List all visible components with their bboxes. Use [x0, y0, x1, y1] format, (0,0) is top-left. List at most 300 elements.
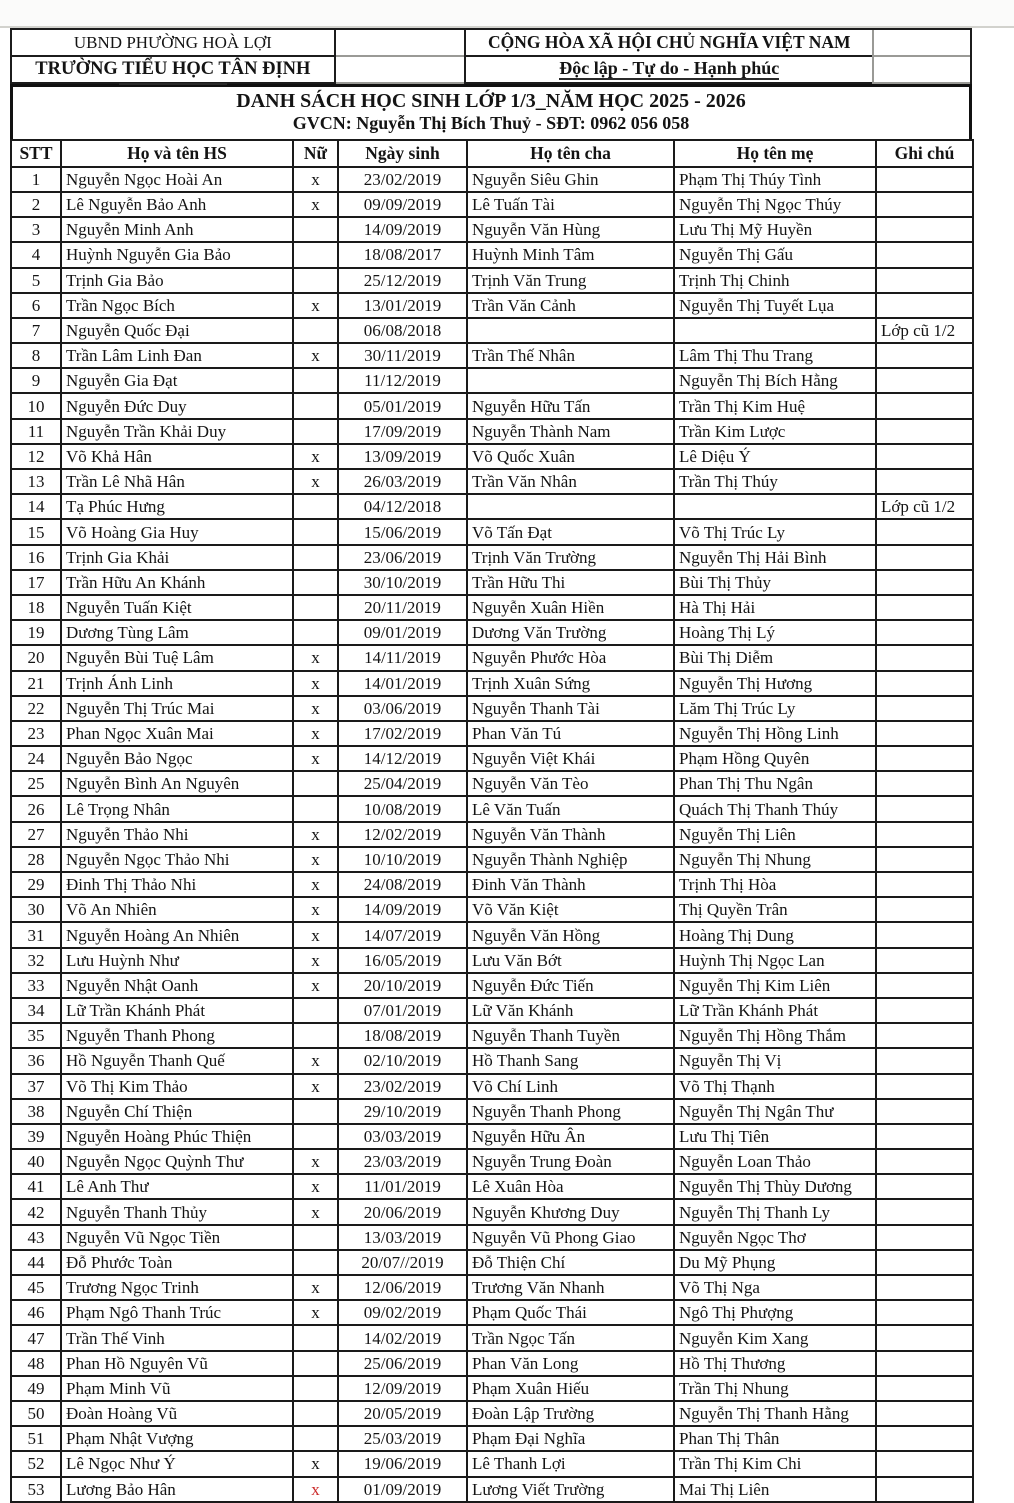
cell-female-mark	[293, 796, 338, 821]
table-row	[11, 1074, 973, 1099]
cell-student-name: Nguyễn Chí Thiện	[61, 1099, 293, 1124]
cell-birth-date: 17/02/2019	[338, 721, 467, 746]
cell-note	[876, 1124, 973, 1149]
cell-father-name: Nguyễn Văn Tèo	[467, 771, 674, 796]
cell-female-mark	[293, 217, 338, 242]
cell-female-mark	[293, 519, 338, 544]
cell-father-name: Phạm Quốc Thái	[467, 1300, 674, 1325]
cell-female-mark: x	[293, 1149, 338, 1174]
cell-female-mark: x	[293, 847, 338, 872]
cell-student-name: Nguyễn Ngọc Thảo Nhi	[61, 847, 293, 872]
cell-mother-name: Nguyễn Thị Ngọc Thúy	[674, 192, 876, 217]
cell-note	[876, 444, 973, 469]
table-row	[11, 1401, 973, 1426]
cell-stt: 52	[11, 1451, 61, 1476]
cell-father-name: Đinh Văn Thành	[467, 872, 674, 897]
cell-father-name: Phạm Đại Nghĩa	[467, 1426, 674, 1451]
table-row	[11, 469, 973, 494]
cell-note	[876, 217, 973, 242]
cell-female-mark	[293, 1124, 338, 1149]
cell-female-mark	[293, 1426, 338, 1451]
cell-note	[876, 1401, 973, 1426]
school-name-rule	[119, 83, 227, 85]
cell-stt: 43	[11, 1225, 61, 1250]
cell-birth-date: 13/09/2019	[338, 444, 467, 469]
cell-note	[876, 671, 973, 696]
cell-note	[876, 645, 973, 670]
cell-female-mark: x	[293, 872, 338, 897]
cell-note	[876, 469, 973, 494]
cell-note	[876, 519, 973, 544]
cell-student-name: Dương Tùng Lâm	[61, 620, 293, 645]
cell-student-name: Nguyễn Thanh Thủy	[61, 1199, 293, 1224]
table-row	[11, 318, 973, 343]
cell-mother-name: Thị Quyền Trân	[674, 897, 876, 922]
cell-note	[876, 721, 973, 746]
scan-top-margin	[0, 0, 1014, 28]
cell-student-name: Lê Anh Thư	[61, 1174, 293, 1199]
cell-female-mark	[293, 242, 338, 267]
cell-father-name: Võ Văn Kiệt	[467, 897, 674, 922]
cell-stt: 48	[11, 1351, 61, 1376]
cell-mother-name: Lâm Thị Thu Trang	[674, 343, 876, 368]
cell-mother-name: Trần Thị Kim Chi	[674, 1451, 876, 1476]
cell-mother-name: Bùi Thị Thủy	[674, 570, 876, 595]
table-row	[11, 973, 973, 998]
cell-birth-date: 20/06/2019	[338, 1199, 467, 1224]
cell-father-name: Võ Tấn Đạt	[467, 519, 674, 544]
cell-birth-date: 06/08/2018	[338, 318, 467, 343]
table-row	[11, 696, 973, 721]
cell-birth-date: 03/06/2019	[338, 696, 467, 721]
table-row	[11, 822, 973, 847]
cell-birth-date: 20/10/2019	[338, 973, 467, 998]
cell-female-mark	[293, 368, 338, 393]
cell-female-mark: x	[293, 645, 338, 670]
cell-female-mark	[293, 1250, 338, 1275]
col-header-name: Họ và tên HS	[61, 140, 293, 167]
cell-student-name: Phạm Minh Vũ	[61, 1376, 293, 1401]
cell-father-name: Trịnh Văn Trung	[467, 268, 674, 293]
cell-stt: 49	[11, 1376, 61, 1401]
cell-father-name: Lê Thanh Lợi	[467, 1451, 674, 1476]
cell-birth-date: 20/05/2019	[338, 1401, 467, 1426]
cell-father-name: Nguyễn Hữu Tấn	[467, 393, 674, 418]
cell-stt: 4	[11, 242, 61, 267]
cell-stt: 38	[11, 1099, 61, 1124]
cell-stt: 25	[11, 771, 61, 796]
cell-birth-date: 13/01/2019	[338, 293, 467, 318]
cell-birth-date: 29/10/2019	[338, 1099, 467, 1124]
cell-female-mark: x	[293, 922, 338, 947]
cell-student-name: Nguyễn Quốc Đại	[61, 318, 293, 343]
cell-stt: 17	[11, 570, 61, 595]
cell-father-name: Trần Văn Nhân	[467, 469, 674, 494]
cell-birth-date: 18/08/2019	[338, 1023, 467, 1048]
cell-mother-name: Nguyễn Thị Ngân Thư	[674, 1099, 876, 1124]
cell-student-name: Nguyễn Ngọc Hoài An	[61, 167, 293, 192]
cell-father-name: Nguyễn Khương Duy	[467, 1199, 674, 1224]
cell-stt: 34	[11, 998, 61, 1023]
cell-mother-name: Nguyễn Thị Hồng Thắm	[674, 1023, 876, 1048]
cell-father-name: Phan Văn Long	[467, 1351, 674, 1376]
table-row	[11, 847, 973, 872]
cell-mother-name: Nguyễn Thị Tuyết Lụa	[674, 293, 876, 318]
cell-stt: 16	[11, 545, 61, 570]
cell-note	[876, 192, 973, 217]
cell-student-name: Trần Hữu An Khánh	[61, 570, 293, 595]
cell-father-name: Lê Tuấn Tài	[467, 192, 674, 217]
cell-student-name: Trần Lê Nhã Hân	[61, 469, 293, 494]
cell-note	[876, 822, 973, 847]
cell-birth-date: 23/03/2019	[338, 1149, 467, 1174]
table-row	[11, 1199, 973, 1224]
cell-mother-name: Phạm Hồng Quyên	[674, 746, 876, 771]
cell-father-name: Hồ Thanh Sang	[467, 1048, 674, 1073]
cell-student-name: Trương Ngọc Trinh	[61, 1275, 293, 1300]
cell-female-mark	[293, 268, 338, 293]
cell-stt: 7	[11, 318, 61, 343]
cell-mother-name: Trần Kim Lược	[674, 419, 876, 444]
col-header-mother: Họ tên mẹ	[674, 140, 876, 167]
cell-birth-date: 12/06/2019	[338, 1275, 467, 1300]
cell-student-name: Lê Ngọc Như Ý	[61, 1451, 293, 1476]
cell-father-name: Trần Ngọc Tấn	[467, 1325, 674, 1350]
cell-student-name: Nguyễn Bảo Ngọc	[61, 746, 293, 771]
cell-mother-name: Nguyễn Thị Vị	[674, 1048, 876, 1073]
cell-mother-name: Hà Thị Hải	[674, 595, 876, 620]
cell-student-name: Nguyễn Bùi Tuệ Lâm	[61, 645, 293, 670]
table-row	[11, 393, 973, 418]
cell-student-name: Nguyễn Tuấn Kiệt	[61, 595, 293, 620]
cell-birth-date: 13/03/2019	[338, 1225, 467, 1250]
table-row	[11, 167, 973, 192]
cell-stt: 42	[11, 1199, 61, 1224]
cell-student-name: Võ Khả Hân	[61, 444, 293, 469]
cell-female-mark: x	[293, 167, 338, 192]
cell-birth-date: 14/01/2019	[338, 671, 467, 696]
student-roster-table	[10, 139, 974, 1503]
cell-student-name: Nguyễn Hoàng An Nhiên	[61, 922, 293, 947]
cell-stt: 40	[11, 1149, 61, 1174]
cell-student-name: Nguyễn Vũ Ngọc Tiền	[61, 1225, 293, 1250]
cell-stt: 2	[11, 192, 61, 217]
table-row	[11, 948, 973, 973]
cell-mother-name: Nguyễn Loan Thảo	[674, 1149, 876, 1174]
letterhead-spacer-column	[336, 30, 466, 84]
cell-birth-date: 09/02/2019	[338, 1300, 467, 1325]
cell-birth-date: 25/04/2019	[338, 771, 467, 796]
cell-stt: 47	[11, 1325, 61, 1350]
cell-stt: 13	[11, 469, 61, 494]
cell-father-name	[467, 494, 674, 519]
cell-student-name: Lương Bảo Hân	[61, 1477, 293, 1502]
cell-stt: 36	[11, 1048, 61, 1073]
cell-note	[876, 268, 973, 293]
cell-female-mark: x	[293, 293, 338, 318]
cell-father-name: Trần Hữu Thi	[467, 570, 674, 595]
cell-birth-date: 11/01/2019	[338, 1174, 467, 1199]
cell-female-mark: x	[293, 444, 338, 469]
cell-birth-date: 23/02/2019	[338, 1074, 467, 1099]
cell-female-mark: x	[293, 1451, 338, 1476]
table-row	[11, 1300, 973, 1325]
cell-female-mark	[293, 1401, 338, 1426]
cell-birth-date: 12/02/2019	[338, 822, 467, 847]
cell-stt: 19	[11, 620, 61, 645]
cell-mother-name: Võ Thị Trúc Ly	[674, 519, 876, 544]
cell-mother-name: Nguyễn Thị Hương	[674, 671, 876, 696]
cell-birth-date: 14/09/2019	[338, 217, 467, 242]
cell-mother-name: Quách Thị Thanh Thúy	[674, 796, 876, 821]
cell-mother-name: Lưu Thị Tiên	[674, 1124, 876, 1149]
cell-mother-name: Trịnh Thị Hòa	[674, 872, 876, 897]
cell-birth-date: 05/01/2019	[338, 393, 467, 418]
cell-stt: 14	[11, 494, 61, 519]
cell-student-name: Nguyễn Trần Khải Duy	[61, 419, 293, 444]
cell-stt: 28	[11, 847, 61, 872]
cell-stt: 15	[11, 519, 61, 544]
cell-female-mark: x	[293, 1199, 338, 1224]
cell-note	[876, 570, 973, 595]
cell-father-name: Nguyễn Việt Khái	[467, 746, 674, 771]
cell-mother-name: Nguyễn Thị Thanh Hằng	[674, 1401, 876, 1426]
cell-birth-date: 10/10/2019	[338, 847, 467, 872]
cell-note	[876, 1099, 973, 1124]
cell-note	[876, 1426, 973, 1451]
cell-note	[876, 595, 973, 620]
cell-female-mark	[293, 1023, 338, 1048]
cell-student-name: Nguyễn Thanh Phong	[61, 1023, 293, 1048]
cell-female-mark: x	[293, 696, 338, 721]
cell-female-mark: x	[293, 1174, 338, 1199]
cell-stt: 51	[11, 1426, 61, 1451]
table-row	[11, 1174, 973, 1199]
cell-mother-name: Lê Diệu Ý	[674, 444, 876, 469]
cell-mother-name: Nguyễn Thị Thùy Dương	[674, 1174, 876, 1199]
table-row	[11, 1225, 973, 1250]
cell-mother-name: Nguyễn Thị Thanh Ly	[674, 1199, 876, 1224]
cell-birth-date: 16/05/2019	[338, 948, 467, 973]
cell-birth-date: 07/01/2019	[338, 998, 467, 1023]
cell-stt: 37	[11, 1074, 61, 1099]
table-row	[11, 1376, 973, 1401]
cell-mother-name: Nguyễn Ngọc Thơ	[674, 1225, 876, 1250]
cell-birth-date: 04/12/2018	[338, 494, 467, 519]
cell-note	[876, 1325, 973, 1350]
cell-mother-name: Trần Thị Kim Huệ	[674, 393, 876, 418]
cell-student-name: Trịnh Ánh Linh	[61, 671, 293, 696]
cell-father-name: Lê Xuân Hòa	[467, 1174, 674, 1199]
cell-female-mark	[293, 1351, 338, 1376]
cell-note	[876, 545, 973, 570]
cell-note	[876, 948, 973, 973]
cell-birth-date: 14/02/2019	[338, 1325, 467, 1350]
cell-mother-name: Trịnh Thị Chinh	[674, 268, 876, 293]
cell-mother-name: Mai Thị Liên	[674, 1477, 876, 1502]
cell-father-name: Nguyễn Vũ Phong Giao	[467, 1225, 674, 1250]
cell-note	[876, 419, 973, 444]
cell-note	[876, 393, 973, 418]
table-row	[11, 217, 973, 242]
cell-female-mark: x	[293, 746, 338, 771]
cell-note	[876, 1250, 973, 1275]
cell-note	[876, 1199, 973, 1224]
table-row	[11, 570, 973, 595]
cell-student-name: Trịnh Gia Bảo	[61, 268, 293, 293]
cell-birth-date: 19/06/2019	[338, 1451, 467, 1476]
cell-female-mark	[293, 595, 338, 620]
cell-father-name: Nguyễn Thành Nam	[467, 419, 674, 444]
cell-father-name: Võ Quốc Xuân	[467, 444, 674, 469]
cell-mother-name: Nguyễn Kim Xang	[674, 1325, 876, 1350]
cell-mother-name: Ngô Thị Phượng	[674, 1300, 876, 1325]
cell-stt: 29	[11, 872, 61, 897]
student-roster-document	[10, 28, 972, 1503]
col-header-note: Ghi chú	[876, 140, 973, 167]
cell-student-name: Trần Ngọc Bích	[61, 293, 293, 318]
cell-father-name: Nguyễn Thanh Phong	[467, 1099, 674, 1124]
cell-student-name: Nguyễn Bình An Nguyên	[61, 771, 293, 796]
national-motto-line2: Độc lập - Tự do - Hạnh phúc	[466, 57, 872, 84]
table-row	[11, 1023, 973, 1048]
cell-father-name: Trương Văn Nhanh	[467, 1275, 674, 1300]
cell-stt: 32	[11, 948, 61, 973]
cell-female-mark	[293, 419, 338, 444]
table-row	[11, 1099, 973, 1124]
cell-father-name: Lương Viết Trường	[467, 1477, 674, 1502]
cell-stt: 24	[11, 746, 61, 771]
cell-female-mark: x	[293, 1275, 338, 1300]
cell-stt: 1	[11, 167, 61, 192]
cell-stt: 41	[11, 1174, 61, 1199]
cell-mother-name	[674, 318, 876, 343]
cell-father-name: Trịnh Xuân Sứng	[467, 671, 674, 696]
cell-birth-date: 30/11/2019	[338, 343, 467, 368]
cell-mother-name: Nguyễn Thị Hồng Linh	[674, 721, 876, 746]
cell-father-name: Nguyễn Phước Hòa	[467, 645, 674, 670]
cell-student-name: Nguyễn Minh Anh	[61, 217, 293, 242]
cell-father-name: Nguyễn Văn Hồng	[467, 922, 674, 947]
cell-note	[876, 242, 973, 267]
cell-note	[876, 368, 973, 393]
table-row	[11, 343, 973, 368]
cell-female-mark	[293, 570, 338, 595]
table-row	[11, 671, 973, 696]
table-row	[11, 1351, 973, 1376]
cell-father-name: Trần Văn Cảnh	[467, 293, 674, 318]
school-name: TRƯỜNG TIỂU HỌC TÂN ĐỊNH	[12, 57, 334, 84]
cell-stt: 20	[11, 645, 61, 670]
cell-birth-date: 25/12/2019	[338, 268, 467, 293]
cell-father-name: Dương Văn Trường	[467, 620, 674, 645]
col-header-nu: Nữ	[293, 140, 338, 167]
cell-birth-date: 24/08/2019	[338, 872, 467, 897]
cell-note: Lớp cũ 1/2	[876, 494, 973, 519]
cell-birth-date: 14/09/2019	[338, 897, 467, 922]
cell-student-name: Trần Thế Vinh	[61, 1325, 293, 1350]
cell-note	[876, 1048, 973, 1073]
cell-note	[876, 293, 973, 318]
cell-note	[876, 1023, 973, 1048]
cell-note	[876, 1351, 973, 1376]
cell-stt: 45	[11, 1275, 61, 1300]
table-row	[11, 494, 973, 519]
cell-note	[876, 696, 973, 721]
cell-mother-name: Nguyễn Thị Nhung	[674, 847, 876, 872]
cell-father-name: Trịnh Văn Trường	[467, 545, 674, 570]
table-row	[11, 595, 973, 620]
cell-father-name	[467, 368, 674, 393]
cell-female-mark: x	[293, 1300, 338, 1325]
cell-student-name: Hồ Nguyễn Thanh Quế	[61, 1048, 293, 1073]
cell-student-name: Võ Hoàng Gia Huy	[61, 519, 293, 544]
cell-note	[876, 922, 973, 947]
cell-father-name: Lê Văn Tuấn	[467, 796, 674, 821]
cell-mother-name: Lăm Thị Trúc Ly	[674, 696, 876, 721]
cell-birth-date: 15/06/2019	[338, 519, 467, 544]
cell-stt: 11	[11, 419, 61, 444]
cell-father-name: Phạm Xuân Hiếu	[467, 1376, 674, 1401]
cell-birth-date: 25/06/2019	[338, 1351, 467, 1376]
cell-birth-date: 25/03/2019	[338, 1426, 467, 1451]
cell-father-name: Lưu Văn Bớt	[467, 948, 674, 973]
cell-student-name: Huỳnh Nguyễn Gia Bảo	[61, 242, 293, 267]
page-title: DANH SÁCH HỌC SINH LỚP 1/3_NĂM HỌC 2025 - 2026	[236, 90, 746, 112]
cell-birth-date: 26/03/2019	[338, 469, 467, 494]
cell-student-name: Nguyễn Gia Đạt	[61, 368, 293, 393]
cell-stt: 31	[11, 922, 61, 947]
cell-father-name: Nguyễn Thành Nghiệp	[467, 847, 674, 872]
cell-mother-name: Nguyễn Thị Hải Bình	[674, 545, 876, 570]
cell-stt: 5	[11, 268, 61, 293]
table-row	[11, 192, 973, 217]
table-body	[11, 167, 973, 1502]
cell-birth-date: 03/03/2019	[338, 1124, 467, 1149]
cell-female-mark: x	[293, 973, 338, 998]
table-row	[11, 1250, 973, 1275]
cell-student-name: Phan Hồ Nguyên Vũ	[61, 1351, 293, 1376]
cell-female-mark	[293, 494, 338, 519]
cell-note	[876, 620, 973, 645]
cell-mother-name: Võ Thị Thạnh	[674, 1074, 876, 1099]
cell-female-mark: x	[293, 1048, 338, 1073]
cell-student-name: Nguyễn Nhật Oanh	[61, 973, 293, 998]
cell-student-name: Phạm Ngô Thanh Trúc	[61, 1300, 293, 1325]
cell-stt: 53	[11, 1477, 61, 1502]
cell-note: Lớp cũ 1/2	[876, 318, 973, 343]
table-row	[11, 872, 973, 897]
cell-birth-date: 20/07//2019	[338, 1250, 467, 1275]
cell-note	[876, 998, 973, 1023]
cell-note	[876, 1376, 973, 1401]
cell-mother-name: Phạm Thị Thúy Tình	[674, 167, 876, 192]
cell-note	[876, 1275, 973, 1300]
cell-female-mark	[293, 318, 338, 343]
document-title-block	[10, 84, 972, 139]
cell-father-name: Phan Văn Tú	[467, 721, 674, 746]
cell-mother-name: Bùi Thị Diễm	[674, 645, 876, 670]
cell-father-name: Nguyễn Văn Hùng	[467, 217, 674, 242]
cell-note	[876, 796, 973, 821]
cell-mother-name: Nguyễn Thị Liên	[674, 822, 876, 847]
cell-mother-name: Hồ Thị Thương	[674, 1351, 876, 1376]
col-header-father: Họ tên cha	[467, 140, 674, 167]
cell-mother-name: Trần Thị Nhung	[674, 1376, 876, 1401]
cell-father-name: Nguyễn Xuân Hiền	[467, 595, 674, 620]
cell-student-name: Đỗ Phước Toàn	[61, 1250, 293, 1275]
cell-father-name: Nguyễn Siêu Ghin	[467, 167, 674, 192]
